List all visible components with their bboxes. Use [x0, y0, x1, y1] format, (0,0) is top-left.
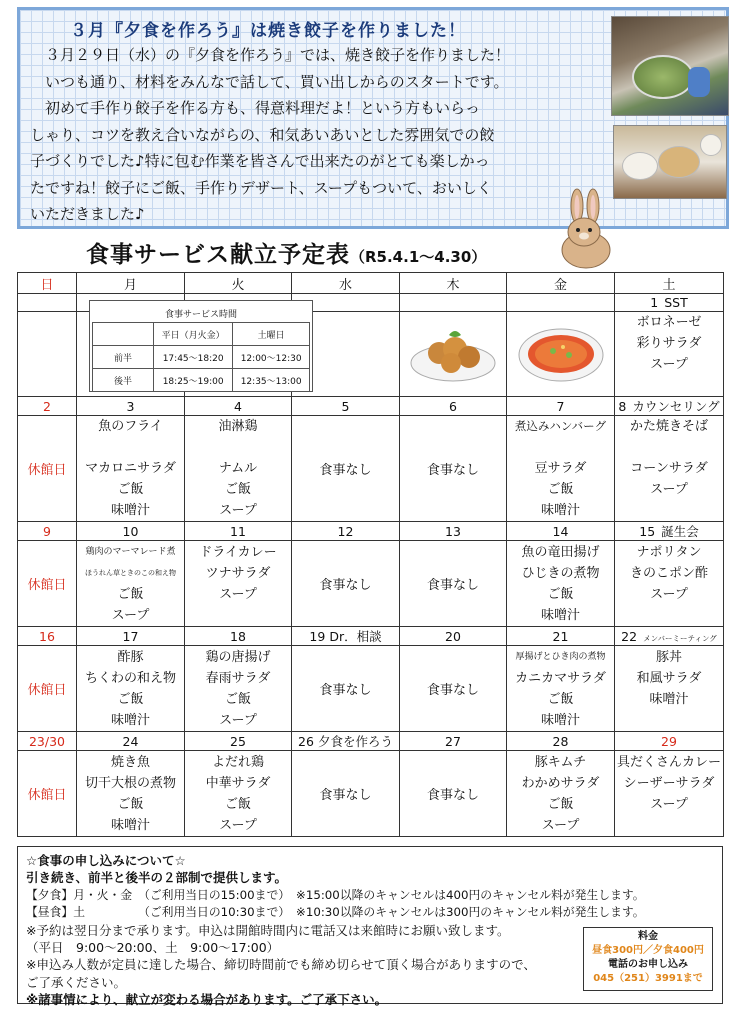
menu-item: スープ	[541, 817, 580, 833]
menu-cell	[185, 416, 292, 522]
menu-item: スープ	[219, 503, 257, 518]
date-cell: 7	[507, 397, 615, 416]
service-row-label: 前半	[93, 346, 154, 369]
info-line: 【昼食】土 （ご利用当日の10:30まで） ※10:30以降のキャンセルは300円のキャンセル料が発生します。	[26, 905, 645, 920]
date-number: 26	[298, 734, 314, 749]
service-col-weekday: 平日（月火金）	[154, 323, 233, 346]
gyoza-plate-shape	[658, 146, 700, 178]
no-meal-label: 食事なし	[292, 751, 400, 837]
news-line: たですね！餃子にご飯、手作りデザート、スープもついて、おいしく	[30, 178, 492, 197]
menu-item: ご飯	[117, 482, 144, 497]
menu-item: ちくわの和え物	[84, 670, 176, 686]
menu-item: かた焼きそば	[629, 419, 708, 434]
menu-item: ボロネーゼ	[636, 315, 702, 330]
service-blank-cell	[93, 323, 154, 346]
info-line: （平日 9:00～20:00、土 9:00～17:00）	[26, 940, 280, 956]
menu-item: ナポリタン	[636, 544, 702, 560]
glove-shape	[688, 67, 710, 97]
fee-title: 料金	[638, 931, 658, 942]
menu-cell	[507, 541, 615, 627]
date-row	[18, 627, 724, 646]
menu-item: 酢豚	[117, 649, 144, 665]
menu-cell	[615, 751, 724, 837]
date-cell: 21	[507, 627, 615, 646]
menu-item: スープ	[650, 482, 688, 497]
menu-cell	[615, 416, 724, 522]
service-time-caption: 食事サービス時間	[164, 310, 237, 320]
closed-label: 休館日	[18, 541, 77, 627]
date-label: 誕生会	[661, 524, 699, 539]
info-text	[26, 852, 645, 1009]
date-cell	[615, 522, 724, 541]
info-line: 【夕食】月・火・金 （ご利用当日の15:00まで） ※15:00以降のキャンセルは400円のキャンセル料が発生します。	[26, 887, 645, 902]
header-thu: 木	[400, 273, 507, 294]
menu-cell	[615, 541, 724, 627]
date-cell: 24	[77, 732, 185, 751]
date-cell: 5	[292, 397, 400, 416]
date-cell: 25	[185, 732, 292, 751]
menu-item: スープ	[219, 586, 257, 602]
service-time: 12:35～13:00	[233, 369, 310, 392]
menu-cell	[185, 541, 292, 627]
menu-item: ナムル	[218, 461, 258, 476]
date-cell: 13	[400, 522, 507, 541]
menu-row	[18, 751, 724, 837]
info-line: ☆食事の申し込みについて☆	[26, 853, 186, 868]
title-period: （R5.4.1～4.30）	[350, 248, 487, 266]
date-number: 22	[621, 628, 638, 644]
menu-item: ご飯	[117, 691, 144, 707]
menu-item: 味噌汁	[540, 607, 580, 623]
menu-item: 彩りサラダ	[636, 336, 702, 351]
news-title: ３月『夕食を作ろう』は焼き餃子を作りました！	[70, 21, 466, 41]
menu-item: スープ	[650, 357, 688, 372]
menu-item: 魚のフライ	[98, 419, 163, 434]
cooking-photo	[611, 16, 729, 116]
menu-item: 味噌汁	[110, 817, 150, 833]
menu-item: 煮込みハンバーグ	[514, 419, 607, 433]
no-meal-label: 食事なし	[292, 416, 400, 522]
info-line: ご了承ください。	[26, 974, 127, 990]
date-cell: 12	[292, 522, 400, 541]
menu-row	[18, 416, 724, 522]
fee-tel-label: 電話のお申し込み	[608, 959, 688, 970]
date-number: 15	[639, 524, 656, 539]
date-row	[18, 732, 724, 751]
news-line: 初めて手作り餃子を作る方も、得意料理だよ！という方もいらっ	[30, 99, 481, 117]
menu-item: ご飯	[547, 586, 574, 602]
date-number: 19	[309, 629, 326, 644]
date-row	[18, 522, 724, 541]
title-main: 食事サービス献立予定表	[86, 242, 350, 268]
info-line: ※諸事情により、献立が変わる場合があります。ご了承下さい。	[26, 992, 388, 1008]
news-line: しゃり、コツを教え合いながらの、和気あいあいとした雰囲気での餃	[30, 125, 495, 144]
menu-item: ご飯	[547, 796, 574, 812]
menu-item: 味噌汁	[649, 691, 689, 707]
bowl-shape	[632, 55, 694, 99]
menu-cell	[507, 416, 615, 522]
menu-item: ご飯	[547, 482, 574, 497]
menu-item: 鶏肉のマーマレード煮	[85, 546, 176, 557]
info-box	[17, 846, 723, 1008]
menu-item: ご飯	[224, 796, 251, 812]
menu-item: 豚丼	[655, 649, 682, 665]
menu-item: スープ	[650, 586, 688, 602]
menu-item: 鶏の唐揚げ	[205, 649, 271, 665]
header-sun: 日	[18, 273, 77, 294]
menu-item: スープ	[219, 712, 257, 728]
closed-label: 休館日	[18, 416, 77, 522]
header-mon: 月	[77, 273, 185, 294]
menu-item: ご飯	[117, 796, 144, 812]
menu-item: ひじきの煮物	[521, 565, 600, 581]
date-cell: 20	[400, 627, 507, 646]
menu-item: 味噌汁	[110, 503, 150, 518]
date-label: 夕食を作ろう	[317, 734, 393, 749]
info-line: 引き続き、前半と後半の２部制で提供します。	[26, 870, 288, 886]
date-cell: 4	[185, 397, 292, 416]
news-body	[30, 42, 610, 228]
menu-row	[18, 646, 724, 732]
menu-item: よだれ鶏	[211, 754, 264, 770]
menu-item: ご飯	[547, 691, 574, 707]
menu-item: 豆サラダ	[534, 461, 587, 476]
menu-item: スープ	[219, 817, 257, 833]
cup-shape	[700, 134, 722, 156]
service-col-saturday: 土曜日	[233, 323, 310, 346]
pasta-icon	[517, 321, 605, 383]
menu-item: 味噌汁	[540, 503, 580, 518]
menu-cell	[77, 646, 185, 732]
menu-item: わかめサラダ	[521, 775, 600, 791]
menu-item: マカロニサラダ	[85, 461, 176, 476]
menu-cell	[185, 646, 292, 732]
closed-label: 休館日	[18, 751, 77, 837]
service-time-box	[89, 300, 313, 392]
date-label: SST	[664, 295, 688, 310]
date-cell	[292, 732, 400, 751]
date-cell: 16	[18, 627, 77, 646]
date-cell: 6	[400, 397, 507, 416]
date-cell: 9	[18, 522, 77, 541]
news-line: 子づくりでした♪特に包む作業を皆さんで出来たのがとても楽しかっ	[30, 152, 490, 170]
menu-cell	[185, 751, 292, 837]
menu-cell	[77, 751, 185, 837]
date-cell: 10	[77, 522, 185, 541]
menu-item: ほうれん草ときのこの和え物	[85, 568, 176, 577]
date-cell: 17	[77, 627, 185, 646]
date-cell: 27	[400, 732, 507, 751]
date-number: 8	[618, 399, 627, 414]
header-fri: 金	[507, 273, 615, 294]
menu-item: カニカマサラダ	[515, 670, 606, 686]
date-number: 1	[650, 295, 659, 310]
date-label: カウンセリング	[632, 399, 720, 414]
menu-item: 焼き魚	[110, 754, 150, 770]
food-image-cell	[507, 312, 615, 397]
menu-item: 油淋鶏	[218, 419, 258, 434]
fee-price: 昼食300円／夕食400円	[592, 945, 704, 956]
news-box	[17, 7, 729, 229]
service-time-table	[92, 322, 310, 392]
weekday-header-row	[18, 273, 724, 294]
menu-item: きのこポン酢	[629, 565, 708, 581]
menu-item: ご飯	[224, 482, 251, 497]
menu-cell	[615, 312, 724, 397]
menu-item: 具だくさんカレー	[616, 754, 721, 770]
service-time: 17:45～18:20	[154, 346, 233, 369]
date-cell: 11	[185, 522, 292, 541]
header-tue: 火	[185, 273, 292, 294]
menu-item: 切干大根の煮物	[84, 775, 176, 791]
menu-item: 豚キムチ	[534, 754, 587, 770]
page-title	[86, 236, 486, 269]
date-cell: 3	[77, 397, 185, 416]
menu-item: スープ	[650, 796, 688, 812]
food-image-cell	[400, 312, 507, 397]
date-row	[18, 397, 724, 416]
menu-item: 厚揚げとひき肉の煮物	[515, 651, 606, 662]
no-meal-label: 食事なし	[292, 646, 400, 732]
fee-box	[583, 927, 713, 991]
menu-item: 味噌汁	[110, 712, 150, 728]
date-cell	[292, 627, 400, 646]
date-cell: 14	[507, 522, 615, 541]
fee-tel: 045（251）3991まで	[593, 973, 703, 984]
date-cell: 23/30	[18, 732, 77, 751]
meal-photo	[613, 125, 727, 199]
date-cell	[615, 397, 724, 416]
menu-item: 春雨サラダ	[205, 670, 271, 686]
menu-cell	[507, 646, 615, 732]
news-line: いただきました♪	[30, 205, 145, 223]
menu-row	[18, 541, 724, 627]
no-meal-label: 食事なし	[400, 646, 507, 732]
plate-shape	[622, 152, 658, 180]
service-time: 12:00～12:30	[233, 346, 310, 369]
menu-item: コーンサラダ	[630, 461, 708, 476]
karaage-icon	[409, 321, 497, 383]
menu-item: スープ	[111, 607, 150, 623]
menu-item: シーザーサラダ	[623, 775, 715, 791]
menu-cell	[77, 541, 185, 627]
date-cell: 2	[18, 397, 77, 416]
menu-cell	[615, 646, 724, 732]
no-meal-label: 食事なし	[400, 541, 507, 627]
news-line: いつも通り、材料をみんなで話して、買い出しからのスタートです。	[30, 72, 509, 91]
info-line: ※予約は翌日分まで承ります。申込は開館時間内に電話又は来館時にお願い致します。	[26, 922, 510, 938]
info-line: ※申込み人数が定員に達した場合、締切時間前でも締め切らせて頂く場合がありますので、	[26, 957, 536, 973]
date-cell: 18	[185, 627, 292, 646]
date-label: メンバーミーティング	[643, 633, 717, 643]
date-cell	[615, 627, 724, 646]
menu-cell	[507, 751, 615, 837]
no-meal-label: 食事なし	[292, 541, 400, 627]
menu-item: 魚の竜田揚げ	[521, 544, 600, 560]
service-row-label: 後半	[93, 369, 154, 392]
menu-cell	[77, 416, 185, 522]
menu-item: 和風サラダ	[636, 670, 702, 686]
menu-item: 味噌汁	[540, 712, 580, 728]
closed-label: 休館日	[18, 646, 77, 732]
date-cell: 28	[507, 732, 615, 751]
no-meal-label: 食事なし	[400, 416, 507, 522]
news-line: ３月２９日（水）の『夕食を作ろう』では、焼き餃子を作りました！	[30, 46, 511, 64]
date-cell	[615, 294, 724, 312]
header-wed: 水	[292, 273, 400, 294]
menu-item: ご飯	[224, 691, 251, 707]
menu-item: ご飯	[117, 586, 144, 602]
rabbit-icon	[553, 188, 615, 270]
date-label: Dr．相談	[329, 629, 382, 644]
no-meal-label: 食事なし	[400, 751, 507, 837]
header-sat: 土	[615, 273, 724, 294]
service-time: 18:25～19:00	[154, 369, 233, 392]
date-cell: 29	[615, 732, 724, 751]
menu-item: ドライカレー	[199, 544, 277, 560]
menu-item: 中華サラダ	[205, 775, 271, 791]
menu-item: ツナサラダ	[205, 565, 271, 581]
